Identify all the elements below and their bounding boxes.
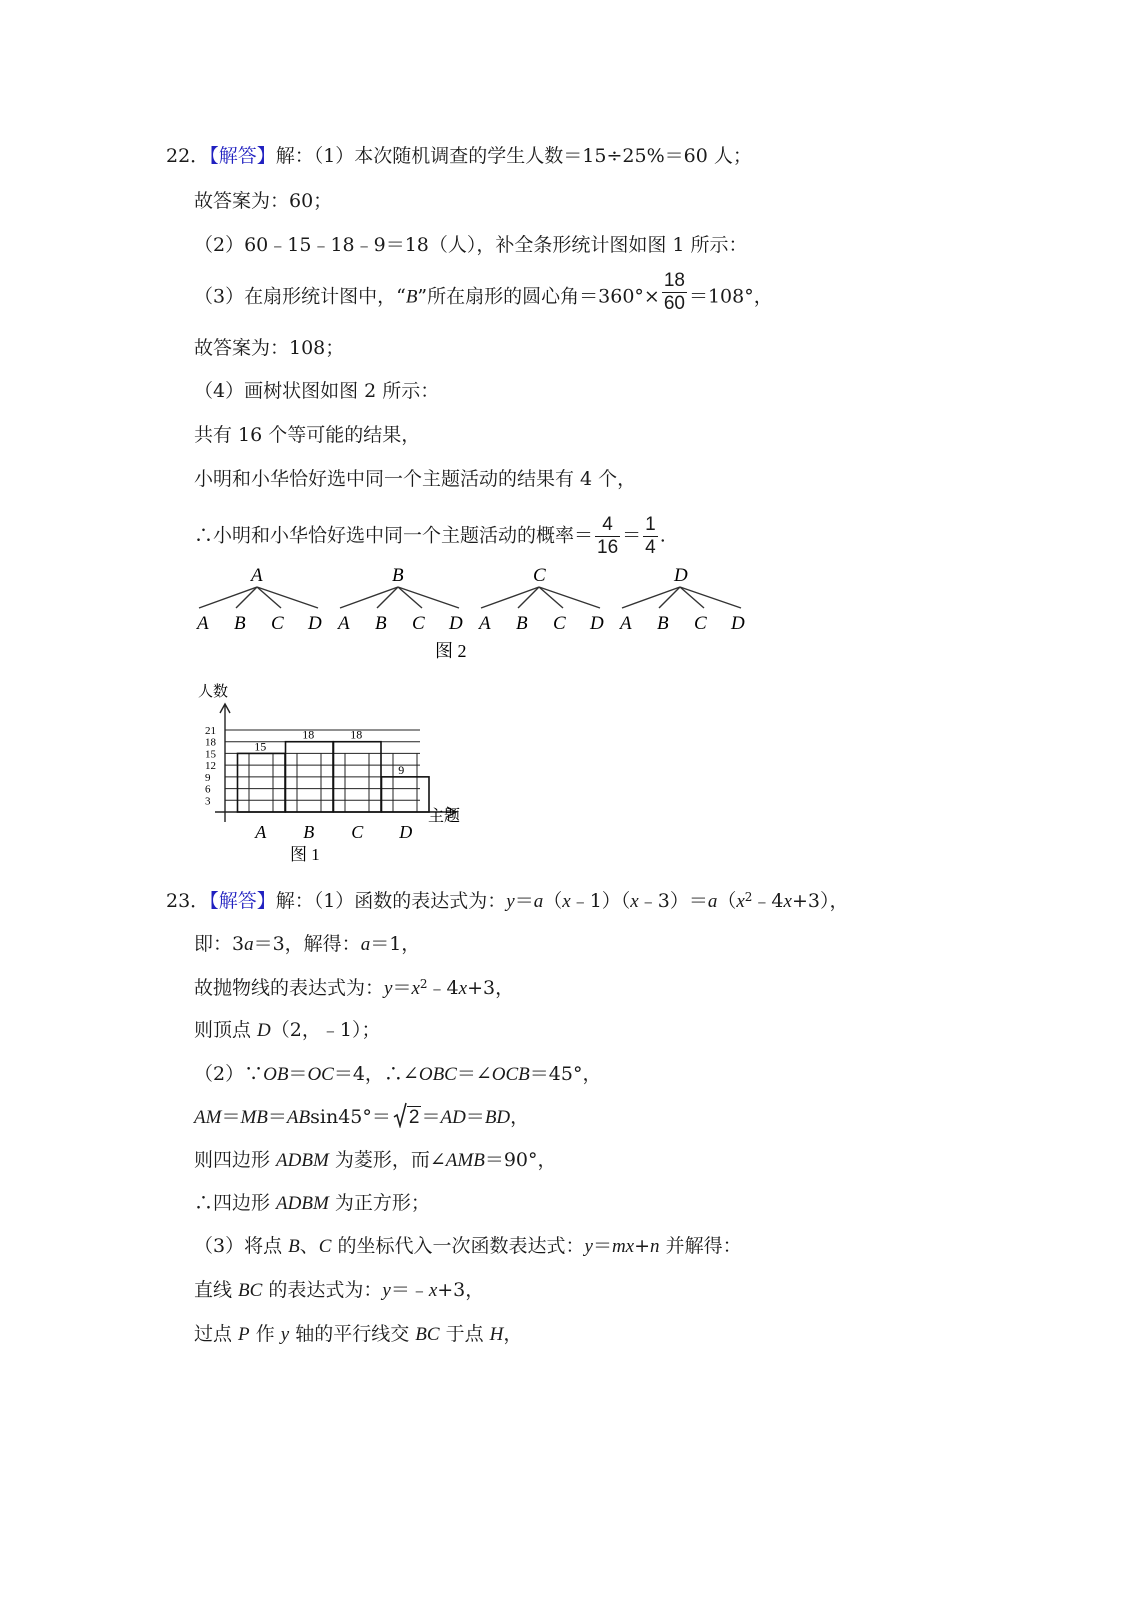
tree-branch xyxy=(622,587,680,608)
question-number: 22． xyxy=(166,145,210,167)
q22-line-8: 小明和小华恰好选中同一个主题活动的结果有 4 个， xyxy=(194,468,637,490)
y-axis-label: 人数 xyxy=(198,684,229,700)
q23-line-5: （2）∵OB＝OC＝4，∴∠OBC＝∠OCB＝45°， xyxy=(194,1063,602,1085)
x-tick-label: B xyxy=(303,822,315,842)
tree-branch xyxy=(257,587,318,608)
tree-leaf-a: A xyxy=(620,613,632,634)
tree-leaf-d: D xyxy=(449,613,463,634)
tree-branch xyxy=(539,587,600,608)
q22-line-6: （4）画树状图如图 2 所示： xyxy=(194,380,440,402)
q22-line-1: 22．【解答】解：（1）本次随机调查的学生人数＝15÷25%＝60 人； xyxy=(166,145,752,167)
tree-leaf-b: B xyxy=(657,613,669,634)
bar-chart xyxy=(190,680,470,865)
q23-line-11: 过点 P 作 y 轴的平行线交 BC 于点 H， xyxy=(194,1323,523,1345)
q23-line-8: ∴四边形 ADBM 为正方形； xyxy=(194,1192,430,1214)
tree-leaf-c: C xyxy=(553,613,566,634)
q23-line-1: 23．【解答】解：（1）函数的表达式为：$y=a(x﹣1)(x﹣3)=a(x^2﹣4x+3)$， xyxy=(166,890,849,912)
tree-branch xyxy=(398,587,422,608)
tree-leaf-c: C xyxy=(271,613,284,634)
y-tick-label: 18 xyxy=(205,736,216,749)
tree-leaf-d: D xyxy=(308,613,322,634)
y-tick-label: 21 xyxy=(205,725,216,737)
y-tick-label: 15 xyxy=(205,748,216,761)
q23-line-3: 故抛物线的表达式为：$y=x^2﹣4x+3$， xyxy=(194,977,515,999)
q22-line-9: ∴小明和小华恰好选中同一个主题活动的概率＝ $\frac{4}{16}$ ＝ $\frac{1}{4}$ . xyxy=(194,514,666,558)
x-tick-label: A xyxy=(255,822,267,842)
x-tick-label: C xyxy=(351,822,364,842)
tree-branch xyxy=(680,587,741,608)
q23-line-6: AM＝MB＝ABsin45°＝ 2 ＝AD＝BD， xyxy=(194,1104,529,1131)
q23-line-10: 直线 BC 的表达式为：y＝﹣x+3， xyxy=(194,1279,485,1301)
tree-branch xyxy=(680,587,704,608)
tree-branch xyxy=(398,587,459,608)
bar-value-label: 18 xyxy=(350,727,363,742)
tree-leaf-a: A xyxy=(197,613,209,634)
tree-leaf-b: B xyxy=(516,613,528,634)
answer-tag: 【解答】 xyxy=(209,890,276,912)
tree-branch xyxy=(340,587,398,608)
tree-branch xyxy=(199,587,257,608)
q22-line-3: （2）60﹣15﹣18﹣9＝18（人），补全条形统计图如图 1 所示： xyxy=(194,234,748,256)
x-tick-label: D xyxy=(399,822,413,842)
tree-leaf-d: D xyxy=(731,613,745,634)
tree-root-a: A xyxy=(251,565,263,586)
bar-value-label: 15 xyxy=(254,739,267,754)
tree-leaf-d: D xyxy=(590,613,604,634)
y-tick-label: 12 xyxy=(205,760,216,773)
question-number: 23． xyxy=(166,890,210,912)
q23-line-9: （3）将点 B、C 的坐标代入一次函数表达式：y＝mx+n 并解得： xyxy=(194,1235,742,1257)
tree-caption: 图 2 xyxy=(435,641,467,661)
fraction-18-60: $\frac{18}{60}$ xyxy=(663,270,685,314)
bar-d xyxy=(382,777,430,812)
chart-caption: 图 1 xyxy=(290,845,320,864)
tree-leaf-a: A xyxy=(338,613,350,634)
y-tick-label: 6 xyxy=(205,783,211,796)
tree-branch xyxy=(481,587,539,608)
y-tick-label: 3 xyxy=(205,795,211,808)
q22-line-5: 故答案为：108； xyxy=(194,337,345,359)
q22-line-4: （3）在扇形统计图中，“B”所在扇形的圆心角＝360°× $\frac{18}{60}$ ＝108°， xyxy=(194,270,773,314)
tree-root-c: C xyxy=(533,565,546,586)
x-axis-label: 主题 xyxy=(428,808,461,825)
y-tick-label: 9 xyxy=(205,771,211,784)
bar-value-label: 9 xyxy=(398,762,405,777)
q22-line-7: 共有 16 个等可能的结果， xyxy=(194,424,421,446)
tree-leaf-a: A xyxy=(479,613,491,634)
tree-leaf-b: B xyxy=(375,613,387,634)
tree-leaf-c: C xyxy=(694,613,707,634)
tree-branch xyxy=(257,587,281,608)
tree-diagram xyxy=(195,565,755,665)
q23-line-4: 则顶点 D（2，﹣1）； xyxy=(194,1019,381,1041)
sqrt-symbol: 2 xyxy=(393,1104,422,1131)
bar-value-label: 18 xyxy=(302,727,315,742)
tree-root-d: D xyxy=(674,565,688,586)
q23-line-7: 则四边形 ADBM 为菱形，而∠AMB＝90°， xyxy=(194,1149,557,1171)
q22-line-2: 故答案为：60； xyxy=(194,190,333,212)
fraction-1-4: $\frac{1}{4}$ xyxy=(645,514,656,558)
tree-leaf-c: C xyxy=(412,613,425,634)
q23-line-2: 即：3a＝3，解得：a＝1， xyxy=(194,933,421,955)
tree-leaf-b: B xyxy=(234,613,246,634)
answer-tag: 【解答】 xyxy=(209,145,276,167)
fraction-4-16: $\frac{4}{16}$ xyxy=(597,514,619,558)
tree-branch xyxy=(539,587,563,608)
tree-root-b: B xyxy=(392,565,404,586)
bar-a xyxy=(238,753,286,812)
